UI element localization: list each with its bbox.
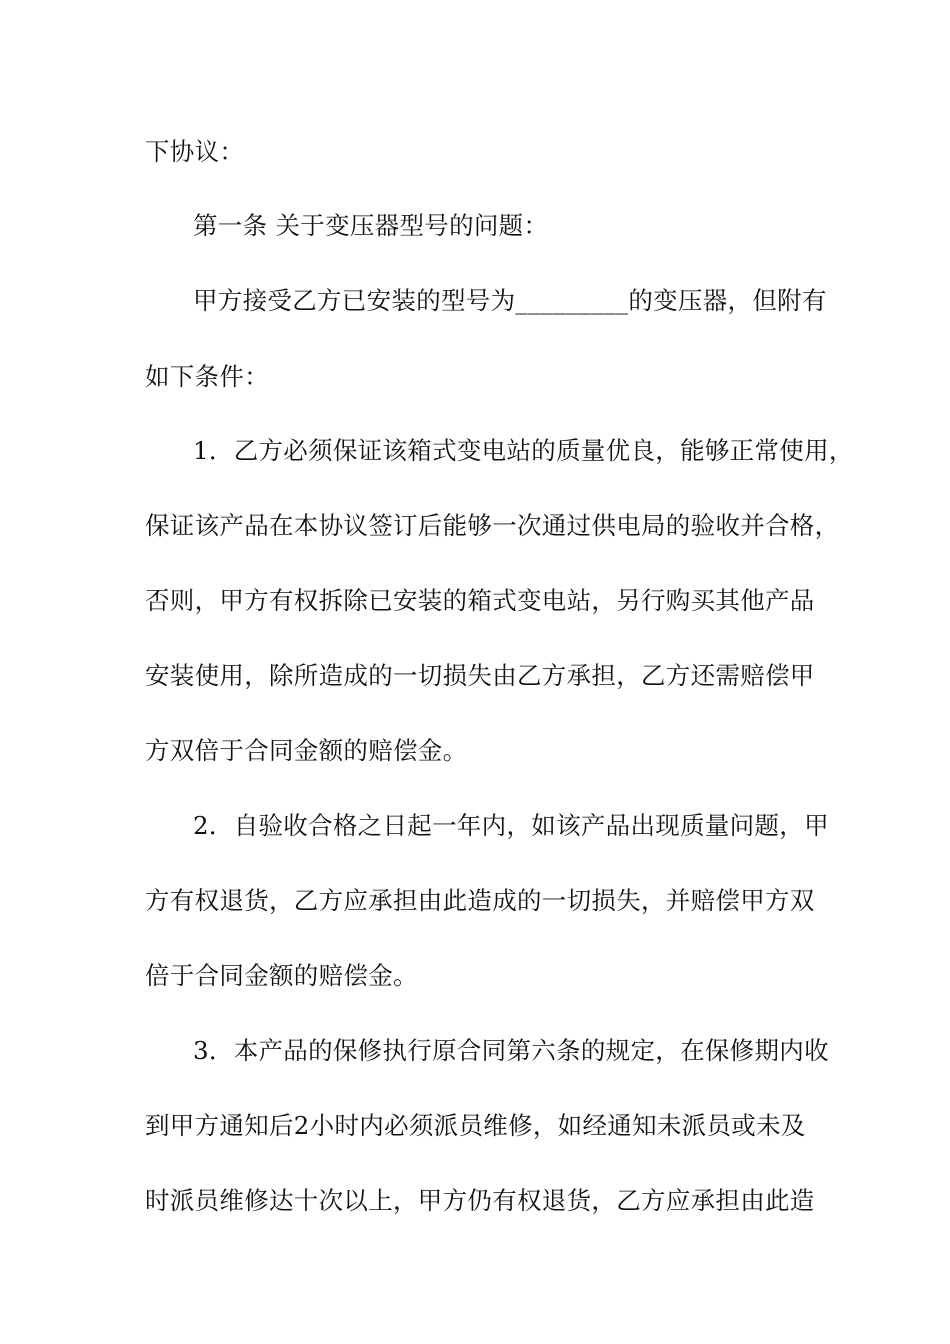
text-line: 下协议： — [145, 137, 245, 166]
text-line: 保证该产品在本协议签订后能够一次通过供电局的验收并合格， — [145, 511, 840, 540]
article-heading: 第一条 关于变压器型号的问题： — [193, 211, 549, 240]
clause-3-line: 3．本产品的保修执行原合同第六条的规定，在保修期内收 — [193, 1036, 829, 1065]
text-line: 甲方接受乙方已安装的型号为_________的变压器，但附有 — [193, 286, 827, 315]
clause-2-line: 2．自验收合格之日起一年内，如该产品出现质量问题，甲 — [193, 811, 829, 840]
text-line: 时派员维修达十次以上，甲方仍有权退货，乙方应承担由此造 — [145, 1186, 815, 1215]
text-line: 方双倍于合同金额的赔偿金。 — [145, 736, 468, 765]
text-line: 倍于合同金额的赔偿金。 — [145, 961, 418, 990]
text-line: 方有权退货，乙方应承担由此造成的一切损失，并赔偿甲方双 — [145, 886, 815, 915]
text-line: 安装使用，除所造成的一切损失由乙方承担，乙方还需赔偿甲 — [145, 661, 815, 690]
text-line: 到甲方通知后2小时内必须派员维修，如经通知未派员或未及 — [145, 1111, 806, 1140]
text-line: 否则，甲方有权拆除已安装的箱式变电站，另行购买其他产品 — [145, 586, 815, 615]
text-line: 如下条件： — [145, 362, 269, 391]
clause-1-line: 1．乙方必须保证该箱式变电站的质量优良，能够正常使用， — [193, 436, 854, 465]
